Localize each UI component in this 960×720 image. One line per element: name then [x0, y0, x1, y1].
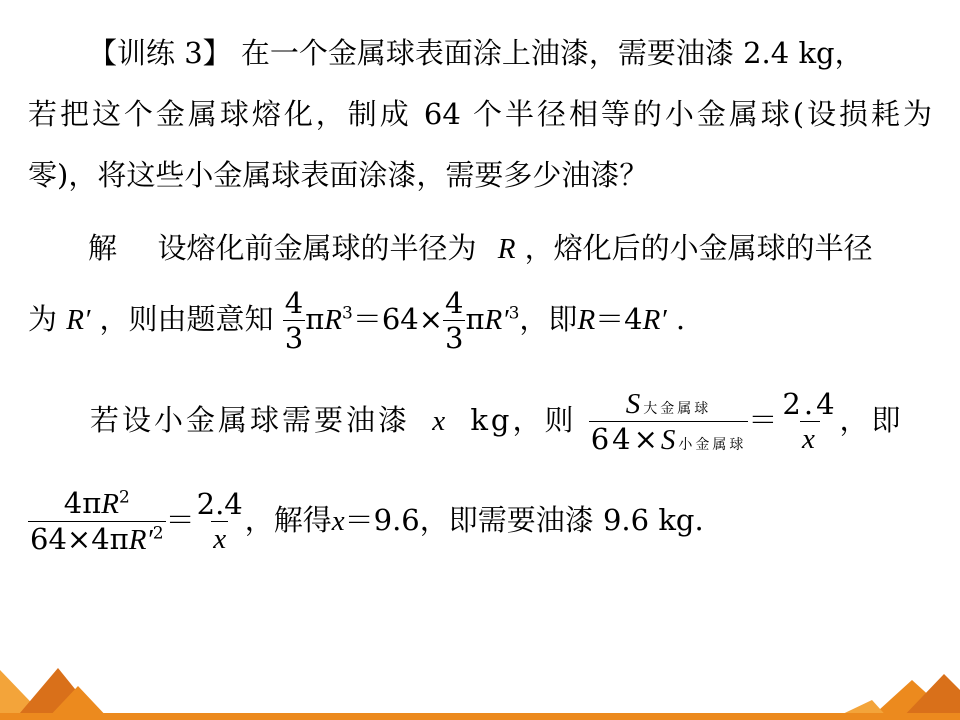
- problem-text-2: 若把这个金属球熔化，制成 64 个半径相等的小金属球(设损耗为: [28, 97, 932, 131]
- text-wei: 为: [28, 301, 58, 336]
- var-x: x: [432, 404, 449, 437]
- text-ruoshe: 若设小金属球需要油漆: [90, 402, 411, 437]
- solution-text-1b: ，熔化后的小金属球的半径: [524, 231, 873, 265]
- fraction-4-3-left: $\frac{4}{3}$: [284, 286, 304, 356]
- problem-text-1: 在一个金属球表面涂上油漆，需要油漆 2.4 kg，: [240, 36, 864, 70]
- final-answer: ＝9.6，即需要油漆 9.6 kg.: [344, 502, 704, 537]
- text-zezhi: ，则由题意知: [99, 301, 274, 336]
- radius-R: R: [497, 233, 516, 265]
- equals-sign: ＝: [748, 402, 781, 437]
- footer-bar: [0, 713, 960, 720]
- fraction-2-4-over-x-2: $\frac{2.4}{x}$: [196, 487, 243, 556]
- solution-line-4: $\frac{4\pi R^2}{64\times 4\pi R'^2}$ ＝ $\frac{2.4}{x}$ ，解得x＝9.6，即需要油漆 9.6 kg.: [30, 486, 704, 557]
- fraction-radius-ratio: $\frac{4\pi R^2}{64\times 4\pi R'^2}$: [30, 486, 164, 557]
- fraction-2-4-over-x: $\frac{2.4}{x}$: [782, 387, 838, 456]
- radius-R-prime: R′: [66, 303, 91, 336]
- R-prime-cubed: R′: [484, 303, 509, 336]
- solution-line-2: 为 R′ ，则由题意知 $\frac{4}{3}$ $\pi R^3=64\times$ $\frac{4}{3}$ $\pi R'^3$，即R＝4R′ .: [28, 286, 686, 356]
- solution-line-3: 若设小金属球需要油漆 x kg，则 $\frac{\text{S大金属球}}{\text{64×S小金属球}}$ ＝ $\frac{2.4}{x}$ ，即: [90, 387, 904, 457]
- text-kg-ze: kg，则: [470, 402, 577, 437]
- fraction-4-3-right: $\frac{4}{3}$: [445, 286, 464, 356]
- solution-label: 解: [88, 231, 118, 265]
- R-cubed: R: [324, 303, 342, 336]
- equals-64: ＝64×: [352, 301, 444, 336]
- left-corner-triangles: [0, 668, 110, 720]
- solution-text-1: 设熔化前金属球的半径为: [157, 231, 477, 265]
- problem-label: 【训练 3】: [88, 36, 232, 70]
- pi-symbol: π: [305, 301, 325, 336]
- fraction-surface-ratio: $\frac{\text{S大金属球}}{\text{64×S小金属球}}$: [590, 388, 747, 457]
- problem-text-3: 零)，将这些小金属球表面涂漆，需要多少油漆？: [28, 158, 649, 192]
